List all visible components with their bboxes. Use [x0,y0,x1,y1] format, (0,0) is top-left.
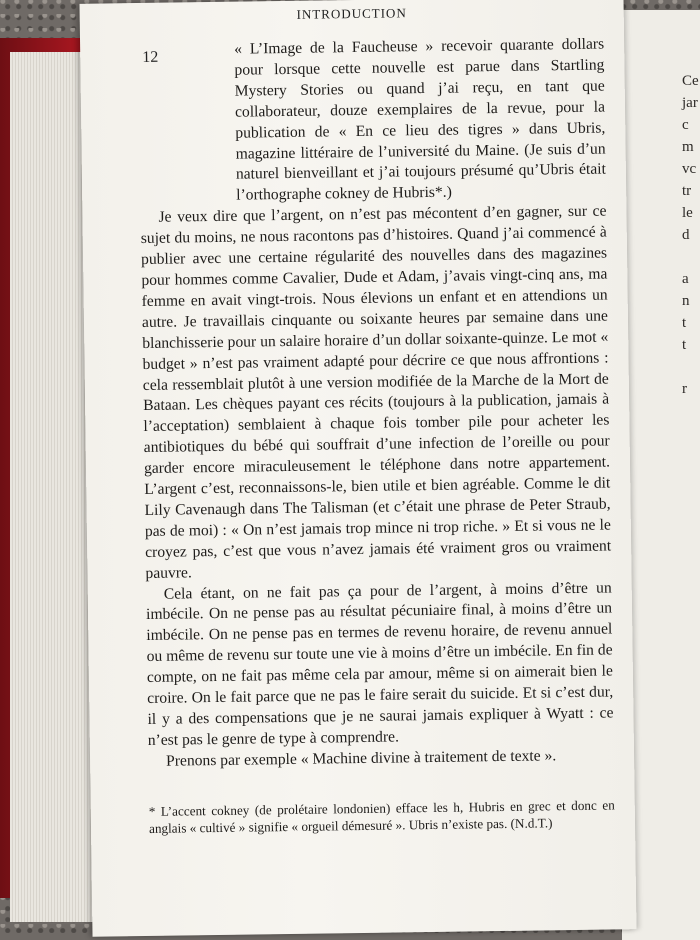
footnote: * L’accent cokney (de prolétaire londonien) efface les h, Hubris en grec et donc en anglais « cultivé » signifie « orgueil démesuré ». Ubris n’existe pas. (N.d.T.) [148,797,615,836]
paragraph-1: « L’Image de la Faucheuse » recevoir quarante dollars pour lorsque cette nouvelle est parue dans Startling Mystery Stories ou quand j’ai reçu, en tant que collaborateur, douze exemplaires de la revue, pour la publication de « En ce lieu des tigres » dans Ubris, magazine littéraire de l’université du Maine. (Je suis d’un naturel bienveillant et j’ai toujours présumé qu’Ubris était l’orthographe cokney de Hubris*.) [234,35,606,205]
body-text [138,35,614,773]
running-header: INTRODUCTION [296,5,407,22]
paragraph-2: Je veux dire que l’argent, on n’est pas mécontent d’en gagner, sur ce sujet du moins, ne nous racontons pas d’histoires. Quand j’ai commencé à publier avec une certaine régularité des nouvelles dans des magazines pour hommes comme Cavalier, Dude et Adam, j’avais vingt-cinq ans, ma femme en avait vingt-trois. Nous élevions un enfant et en attendions un autre. Je travaillais cinquante ou soixante heures par semaine dans une blanchisserie pour un salaire horaire d’un dollar soixante-quinze. Le mot « budget » n’est pas vraiment adapté pour décrire ce que nous affrontions : cela ressemblait plutôt à une version modifiée de la Marche de la Mort de Bataan. Les chèques payant ces récits (toujours à la publication, jamais à l’acceptation) semblaient à chaque fois tomber pile pour acheter les antibiotiques du bébé qui souffrait d’une infection de l’oreille ou pour garder encore miraculeusement le téléphone dans notre appartement. L’argent c’est, reconnaissons-le, bien utile et bien agréable. Comme le dit Lily Cavenaugh dans The Talisman (et c’était une phrase de Peter Straub, pas de moi) : « On n’est jamais trop mince ni trop riche. » Et si vous ne le croyez pas, c’est que vous n’avez jamais été vraiment gros ou vraiment pauvre. [140,202,612,582]
book-page [80,0,637,937]
paragraph-3: Cela étant, on ne fait pas ça pour de l’argent, à moins d’être un imbécile. On ne pense pas au résultat pécuniaire final, à moins d’être un imbécile. On ne pense pas en termes de revenu horaire, de revenu annuel ou même de revenu sur toute une vie à moins d’être un imbécile. En fin de compte, on ne fait pas même cela par amour, même si on aimerait bien le croire. On le fait parce que ne pas le faire serait du suicide. Et si c’est dur, il y a des compensations que je ne saurai jamais expliquer à Wyatt : ce n’est pas le genre de type à comprendre. [145,579,614,749]
page-number: 12 [142,48,159,66]
paragraph-4: Prenons par exemple « Machine divine à traitement de texte ». [165,747,557,770]
right-page-text: Ce jar c m vc tr le d a n t t r [682,73,699,397]
